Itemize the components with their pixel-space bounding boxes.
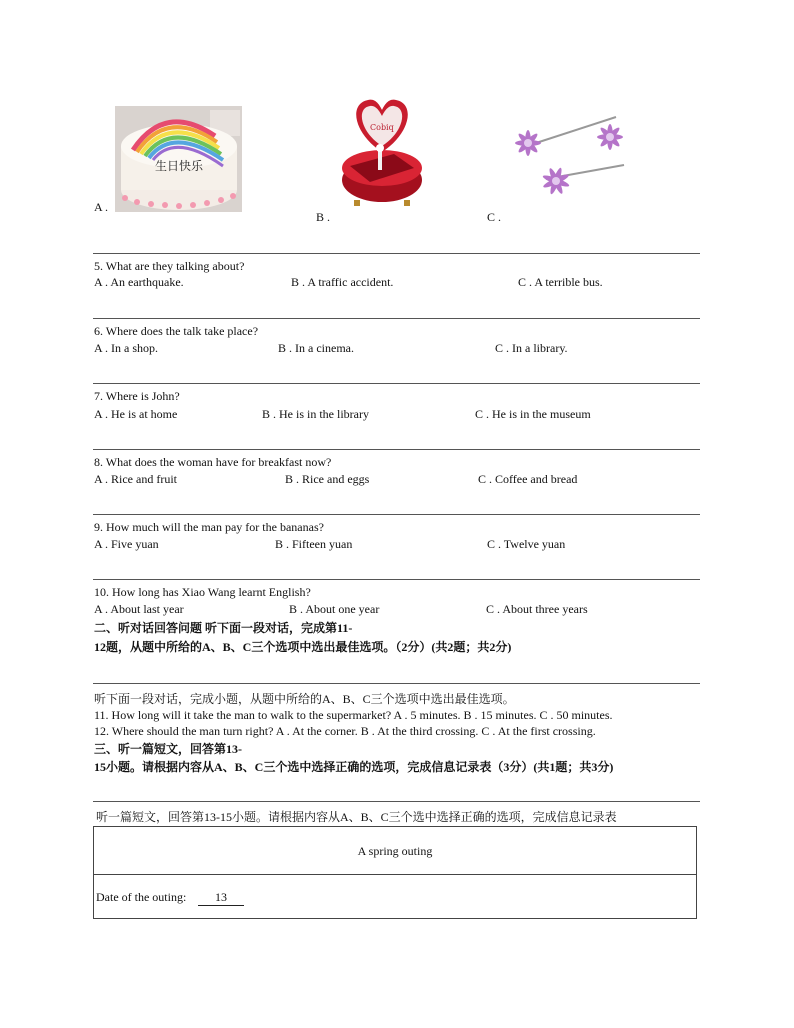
option-a: A . Five yuan (94, 537, 159, 551)
option-c-label: C . (487, 210, 502, 224)
table-header-row (94, 827, 696, 875)
option-c: C . Coffee and bread (478, 472, 578, 486)
option-a: A . An earthquake. (94, 275, 184, 289)
info-record-table (93, 826, 697, 919)
section-instructions: 听下面一段对话，完成小题，从题中所给的A、B、C三个选项中选出最佳选项。 (94, 692, 515, 706)
divider (93, 683, 700, 684)
option-b: B . He is in the library (262, 407, 369, 421)
question-text: 12. Where should the man turn right? A . At the corner. B . At the third crossing. C . At the first crossing. (94, 724, 596, 738)
divider (93, 514, 700, 515)
option-b-label: B . (316, 210, 331, 224)
question-text: 10. How long has Xiao Wang learnt English? (94, 585, 311, 599)
section-heading: 12题，从题中所给的A、B、C三个选项中选出最佳选项。（2分）(共2题；共2分) (94, 640, 512, 654)
divider (93, 579, 700, 580)
box-lettering: Cobiq (370, 123, 394, 132)
cake-picture (115, 106, 242, 212)
divider (93, 801, 700, 802)
option-a-label: A . (94, 200, 109, 214)
question-text: 5. What are they talking about? (94, 259, 245, 273)
option-b: B . About one year (289, 602, 380, 616)
divider (93, 253, 700, 254)
option-c: C . In a library. (495, 341, 568, 355)
table-title: A spring outing (357, 844, 433, 858)
divider (93, 449, 700, 450)
option-c: C . About three years (486, 602, 588, 616)
question-text: 7. Where is John? (94, 389, 180, 403)
date-label: Date of the outing: (96, 890, 187, 904)
question-text: 8. What does the woman have for breakfast now? (94, 455, 332, 469)
option-a: A . Rice and fruit (94, 472, 177, 486)
option-b: B . Rice and eggs (285, 472, 370, 486)
option-c: C . A terrible bus. (518, 275, 603, 289)
divider (93, 318, 700, 319)
music-box-picture (334, 94, 430, 214)
cake-lettering: 生日快乐 (155, 159, 204, 173)
option-a: A . He is at home (94, 407, 178, 421)
divider (93, 383, 700, 384)
section-heading: 15小题。请根据内容从A、B、C三个选中选择正确的选项，完成信息记录表（3分）(共1题；共3分) (94, 760, 614, 774)
hairpins-picture (506, 113, 632, 201)
question-text: 11. How long will it take the man to walk to the supermarket? A . 5 minutes. B . 15 minutes. C . 50 minutes. (94, 708, 613, 722)
option-b: B . In a cinema. (278, 341, 354, 355)
question-text: 6. Where does the talk take place? (94, 324, 259, 338)
question-text: 9. How much will the man pay for the bananas? (94, 520, 324, 534)
option-b: B . Fifteen yuan (275, 537, 353, 551)
section-heading: 二、听对话回答问题 听下面一段对话，完成第11- (94, 621, 353, 635)
option-a: A . About last year (94, 602, 184, 616)
option-c: C . Twelve yuan (487, 537, 566, 551)
option-a: A . In a shop. (94, 341, 158, 355)
section-heading: 三、听一篇短文，回答第13- (94, 742, 242, 756)
answer-blank-13[interactable]: 13 (198, 890, 244, 906)
option-b: B . A traffic accident. (291, 275, 394, 289)
option-c: C . He is in the museum (475, 407, 591, 421)
section-instructions: 听一篇短文，回答第13-15小题。请根据内容从A、B、C三个选中选择正确的选项，完成信息记录表 (96, 810, 617, 824)
